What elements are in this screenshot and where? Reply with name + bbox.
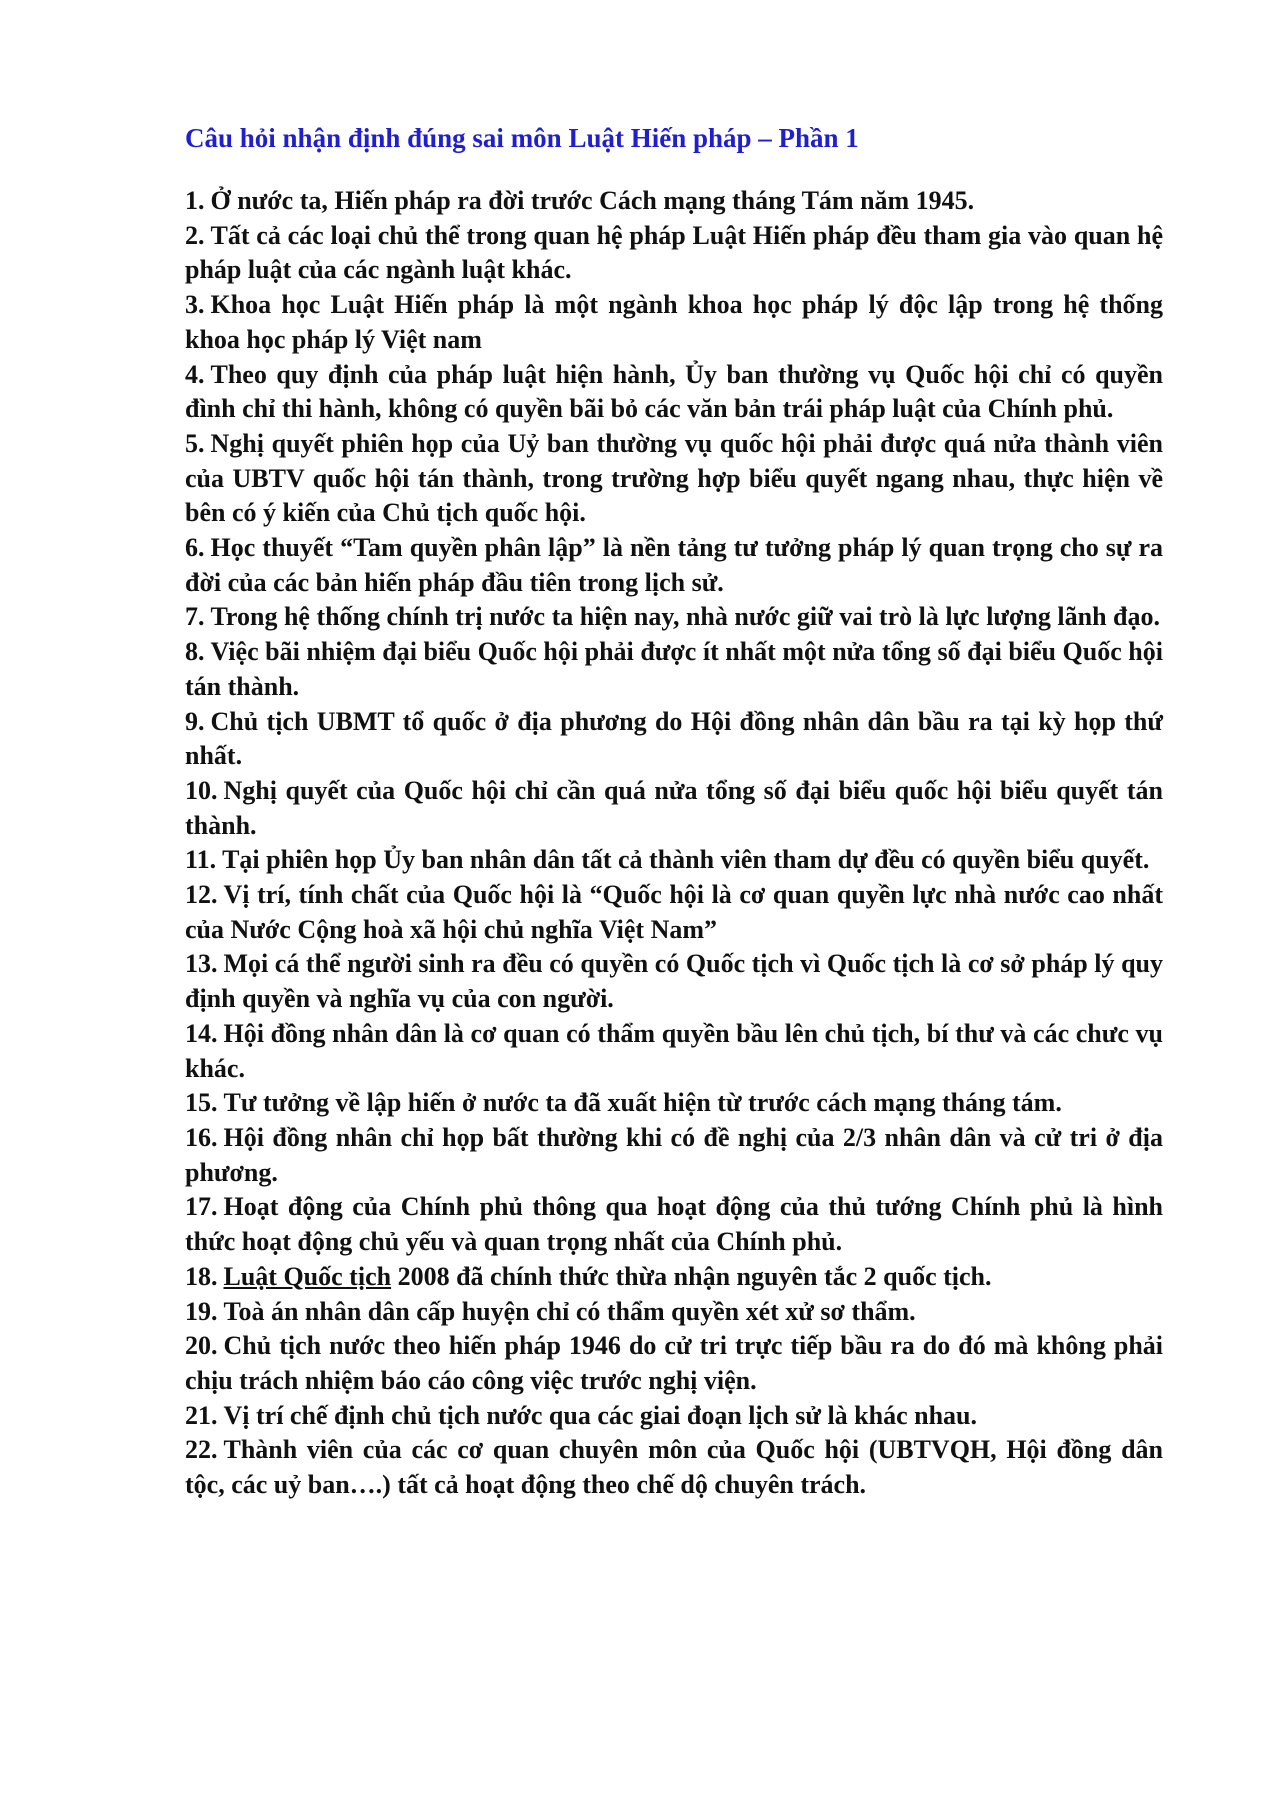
document-body: [185, 120, 1163, 1503]
question-number: 18.: [185, 1261, 218, 1291]
question-text: Khoa học Luật Hiến pháp là một ngành khoa học pháp lý độc lập trong hệ thống khoa học pháp lý Việt nam: [185, 290, 1163, 354]
question-item: [185, 1017, 1163, 1086]
question-number: 5.: [185, 428, 205, 458]
question-text: Theo quy định của pháp luật hiện hành, Ủy ban thường vụ Quốc hội chỉ có quyền đình chỉ thi hành, không có quyền bãi bỏ các văn bản trái pháp luật của Chính phủ.: [185, 359, 1163, 424]
question-text: Nghị quyết của Quốc hội chỉ cần quá nửa tổng số đại biểu quốc hội biểu quyết tán thành.: [185, 775, 1163, 840]
question-text: Ở nước ta, Hiến pháp ra đời trước Cách mạng tháng Tám năm 1945.: [210, 186, 975, 215]
question-text: Hội đồng nhân chỉ họp bất thường khi có đề nghị của 2/3 nhân dân và cử tri ở địa phương.: [185, 1122, 1163, 1187]
question-text: Toà án nhân dân cấp huyện chỉ có thẩm quyền xét xử sơ thẩm.: [223, 1296, 916, 1326]
question-number: 14.: [185, 1018, 218, 1048]
question-item: [185, 1399, 1163, 1434]
question-number: 15.: [185, 1088, 218, 1118]
question-text: 2008 đã chính thức thừa nhận nguyên tắc 2 quốc tịch.: [397, 1261, 992, 1291]
question-item: [185, 635, 1163, 704]
question-text: Nghị quyết phiên họp của Uỷ ban thường vụ quốc hội phải được quá nửa thành viên của UBTV quốc hội tán thành, trong trường hợp biểu quyết ngang nhau, thực hiện về bên có ý kiến của Chủ tịch quốc hội.: [185, 428, 1163, 528]
question-text: Việc bãi nhiệm đại biểu Quốc hội phải được ít nhất một nửa tổng số đại biểu Quốc hội tán thành.: [185, 637, 1163, 701]
question-item: [185, 600, 1163, 635]
question-item: [185, 1329, 1163, 1398]
question-number: 9.: [185, 706, 205, 736]
question-number: 3.: [185, 290, 205, 320]
question-item: [185, 1190, 1163, 1259]
question-item: [185, 358, 1163, 427]
question-text: Học thuyết “Tam quyền phân lập” là nền tảng tư tưởng pháp lý quan trọng cho sự ra đời của các bản hiến pháp đầu tiên trong lịch sử.: [185, 533, 1163, 597]
question-item: [185, 705, 1163, 774]
question-list: [185, 184, 1163, 1503]
question-item: [185, 288, 1163, 357]
question-number: 6.: [185, 533, 205, 563]
question-text: Tại phiên họp Ủy ban nhân dân tất cả thành viên tham dự đều có quyền biểu quyết.: [222, 845, 1150, 875]
question-number: 1.: [185, 186, 205, 215]
question-item: [185, 843, 1163, 878]
question-number: 22.: [185, 1435, 218, 1465]
question-item: [185, 878, 1163, 947]
question-item: [185, 1121, 1163, 1190]
question-link[interactable]: Luật Quốc tịch: [223, 1261, 392, 1291]
question-text: Mọi cá thể người sinh ra đều có quyền có Quốc tịch vì Quốc tịch là cơ sở pháp lý quy định quyền và nghĩa vụ của con người.: [185, 949, 1163, 1014]
question-text: Trong hệ thống chính trị nước ta hiện nay, nhà nước giữ vai trò là lực lượng lãnh đạo.: [210, 602, 1160, 632]
question-number: 13.: [185, 949, 218, 979]
question-number: 16.: [185, 1122, 218, 1152]
question-text: Vị trí chế định chủ tịch nước qua các giai đoạn lịch sử là khác nhau.: [223, 1400, 978, 1430]
question-number: 11.: [185, 845, 217, 875]
question-item: [185, 1433, 1163, 1502]
question-number: 2.: [185, 220, 205, 250]
question-item: [185, 1086, 1163, 1121]
question-text: Tất cả các loại chủ thể trong quan hệ pháp Luật Hiến pháp đều tham gia vào quan hệ pháp luật của các ngành luật khác.: [185, 220, 1163, 285]
question-text: Tư tưởng về lập hiến ở nước ta đã xuất hiện từ trước cách mạng tháng tám.: [223, 1088, 1062, 1118]
question-number: 12.: [185, 880, 218, 910]
question-text: Chủ tịch UBMT tổ quốc ở địa phương do Hội đồng nhân dân bầu ra tại kỳ họp thứ nhất.: [185, 706, 1163, 771]
question-number: 7.: [185, 602, 205, 632]
question-number: 8.: [185, 637, 205, 667]
question-text: Chủ tịch nước theo hiến pháp 1946 do cử tri trực tiếp bầu ra do đó mà không phải chịu trách nhiệm báo cáo công việc trước nghị viện.: [185, 1331, 1163, 1395]
question-item: [185, 947, 1163, 1016]
question-number: 19.: [185, 1296, 218, 1326]
question-number: 17.: [185, 1192, 218, 1222]
document-title: Câu hỏi nhận định đúng sai môn Luật Hiến pháp – Phần 1: [185, 123, 859, 153]
question-text: Hội đồng nhân dân là cơ quan có thẩm quyền bầu lên chủ tịch, bí thư và các chưc vụ khác.: [185, 1018, 1163, 1083]
question-number: 21.: [185, 1400, 218, 1430]
question-item: [185, 219, 1163, 288]
question-number: 20.: [185, 1331, 218, 1361]
question-item: [185, 427, 1163, 531]
question-item: [185, 774, 1163, 843]
question-item: [185, 531, 1163, 600]
question-text: Vị trí, tính chất của Quốc hội là “Quốc hội là cơ quan quyền lực nhà nước cao nhất của Nước Cộng hoà xã hội chủ nghĩa Việt Nam”: [185, 880, 1163, 944]
question-number: 10.: [185, 775, 218, 805]
question-item: [185, 1260, 1163, 1295]
question-item: [185, 1295, 1163, 1330]
question-text: Hoạt động của Chính phủ thông qua hoạt động của thủ tướng Chính phủ là hình thức hoạt động chủ yếu và quan trọng nhất của Chính phủ.: [185, 1192, 1163, 1257]
question-number: 4.: [185, 359, 205, 389]
question-item: [185, 184, 1163, 219]
question-text: Thành viên của các cơ quan chuyên môn của Quốc hội (UBTVQH, Hội đồng dân tộc, các uỷ ban….) tất cả hoạt động theo chế dộ chuyên trách.: [185, 1435, 1163, 1500]
